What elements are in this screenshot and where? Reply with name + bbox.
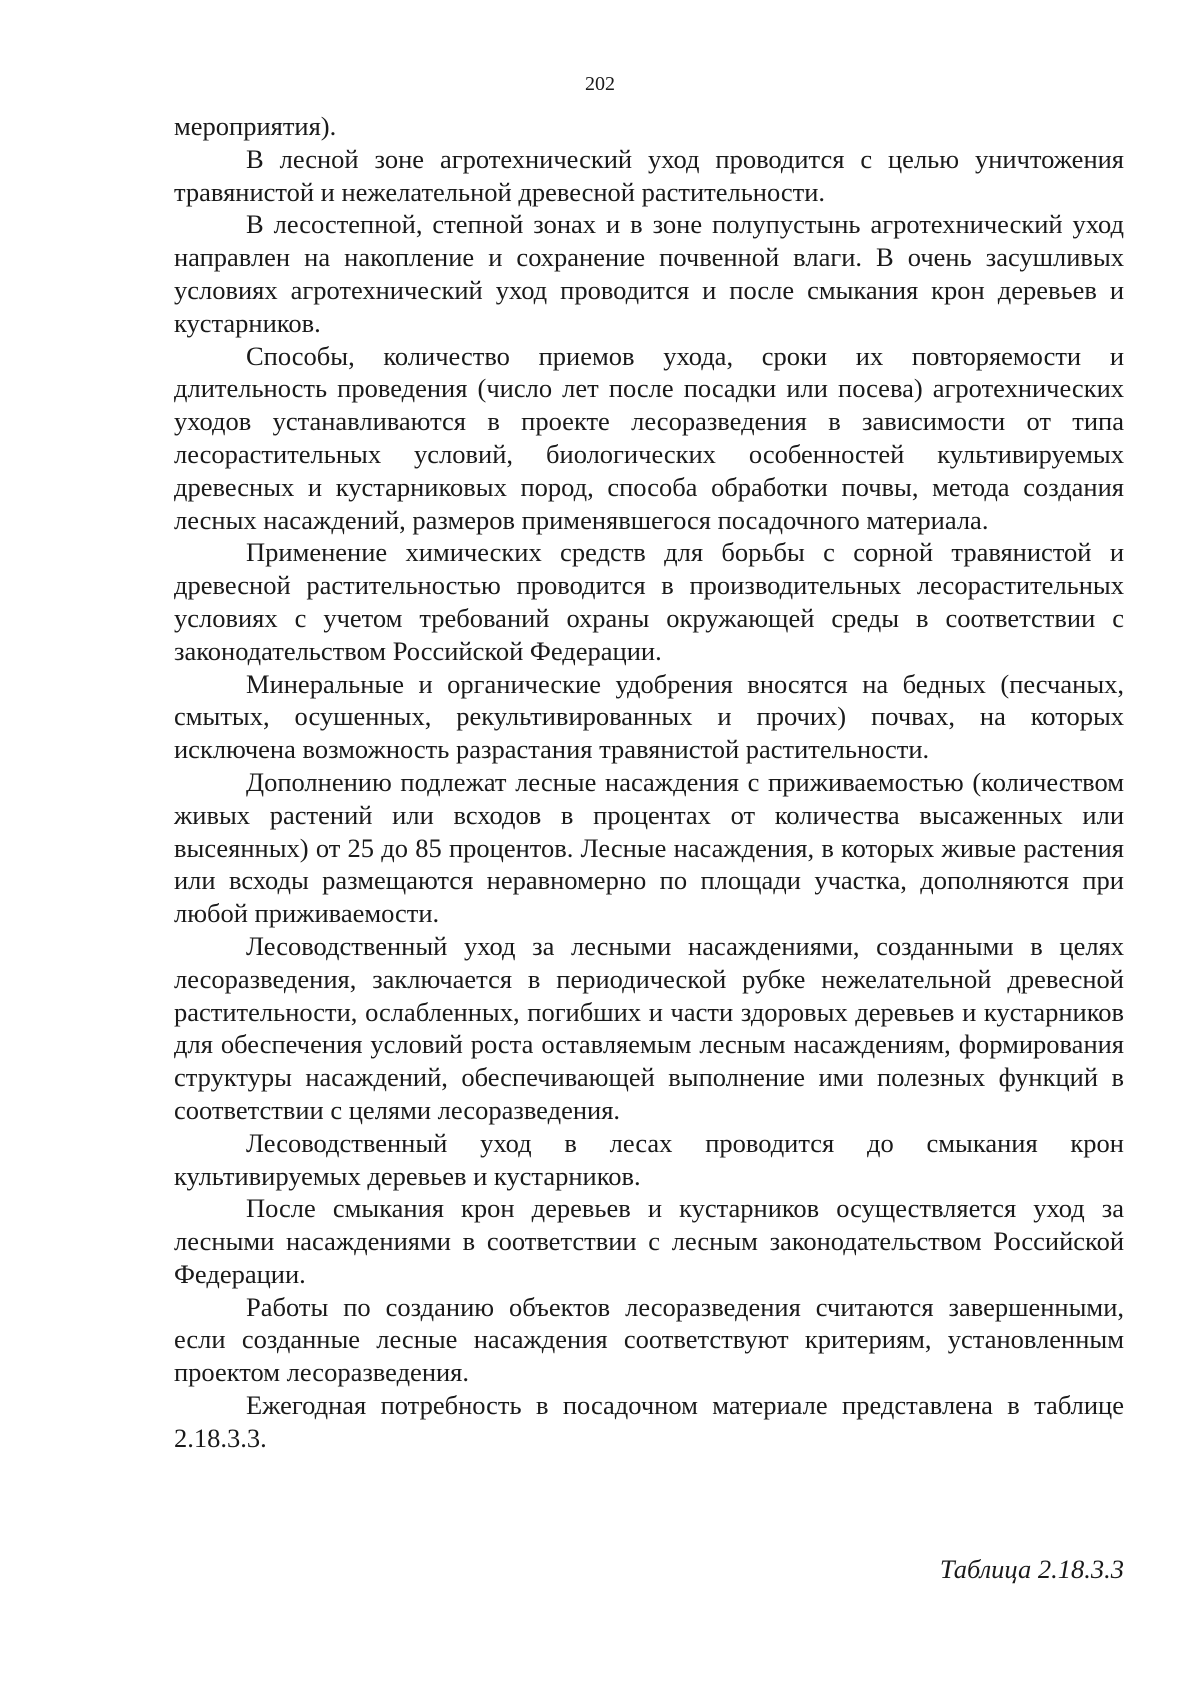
paragraph-chemical-agents: Применение химических средств для борьбы с сорной травянистой и древесной растительностью проводится в производительных лесорастительных условиях с учетом требований охраны окружающей среды в соответствии с законодательством Российской Федерации.: [174, 537, 1124, 666]
page-number: 202: [585, 73, 615, 95]
paragraph-continuation: мероприятия).: [174, 111, 337, 141]
paragraph-silvicultural-care: Лесоводственный уход за лесными насаждениями, созданными в целях лесоразведения, заключается в периодической рубке нежелательной древесной растительности, ослабленных, погибших и части здоровых деревьев и кустарников для обеспечения условий роста оставляемым лесным насаждениям, формирования структуры насаждений, обеспечивающей выполнение ими полезных функций в соответствии с целями лесоразведения.: [174, 930, 1124, 1125]
paragraph-replanting: Дополнению подлежат лесные насаждения с приживаемостью (количеством живых растений или всходов в процентах от количества высаженных или высеянных) от 25 до 85 процентов. Лесные насаждения, в которых живые растения или всходы размещаются неравномерно по площади участка, дополняются при любой приживаемости.: [174, 766, 1124, 929]
paragraph-planting-material-need: Ежегодная потребность в посадочном материале представлена в таблице 2.18.3.3.: [174, 1390, 1124, 1453]
paragraph-works-completed: Работы по созданию объектов лесоразведения считаются завершенными, если созданные лесные насаждения соответствуют критериям, установленным проектом лесоразведения.: [174, 1291, 1124, 1388]
paragraph-agrotechnical-steppe-zone: В лесостепной, степной зонах и в зоне полупустынь агротехнический уход направлен на накопление и сохранение почвенной влаги. В очень засушливых условиях агротехнический уход проводится и после смыкания крон деревьев и кустарников.: [174, 209, 1124, 338]
table-caption: Таблица 2.18.3.3: [939, 1554, 1124, 1584]
document-body: [174, 110, 1124, 1455]
paragraph-care-methods: Способы, количество приемов ухода, сроки их повторяемости и длительность проведения (число лет после посадки или посева) агротехнических уходов устанавливаются в проекте лесоразведения в зависимости от типа лесорастительных условий, биологических особенностей культивируемых древесных и кустарниковых пород, способа обработки почвы, метода создания лесных насаждений, размеров применявшегося посадочного материала.: [174, 340, 1124, 535]
paragraph-fertilizers: Минеральные и органические удобрения вносятся на бедных (песчаных, смытых, осушенных, рекультивированных и прочих) почвах, на которых исключена возможность разрастания травянистой растительности.: [174, 668, 1124, 765]
paragraph-care-until-closure: Лесоводственный уход в лесах проводится до смыкания крон культивируемых деревьев и кустарников.: [174, 1127, 1124, 1191]
paragraph-agrotechnical-forest-zone: В лесной зоне агротехнический уход проводится с целью уничтожения травянистой и нежелательной древесной растительности.: [174, 143, 1124, 207]
paragraph-after-closure: После смыкания крон деревьев и кустарников осуществляется уход за лесными насаждениями в соответствии с лесным законодательством Российской Федерации.: [174, 1193, 1124, 1289]
